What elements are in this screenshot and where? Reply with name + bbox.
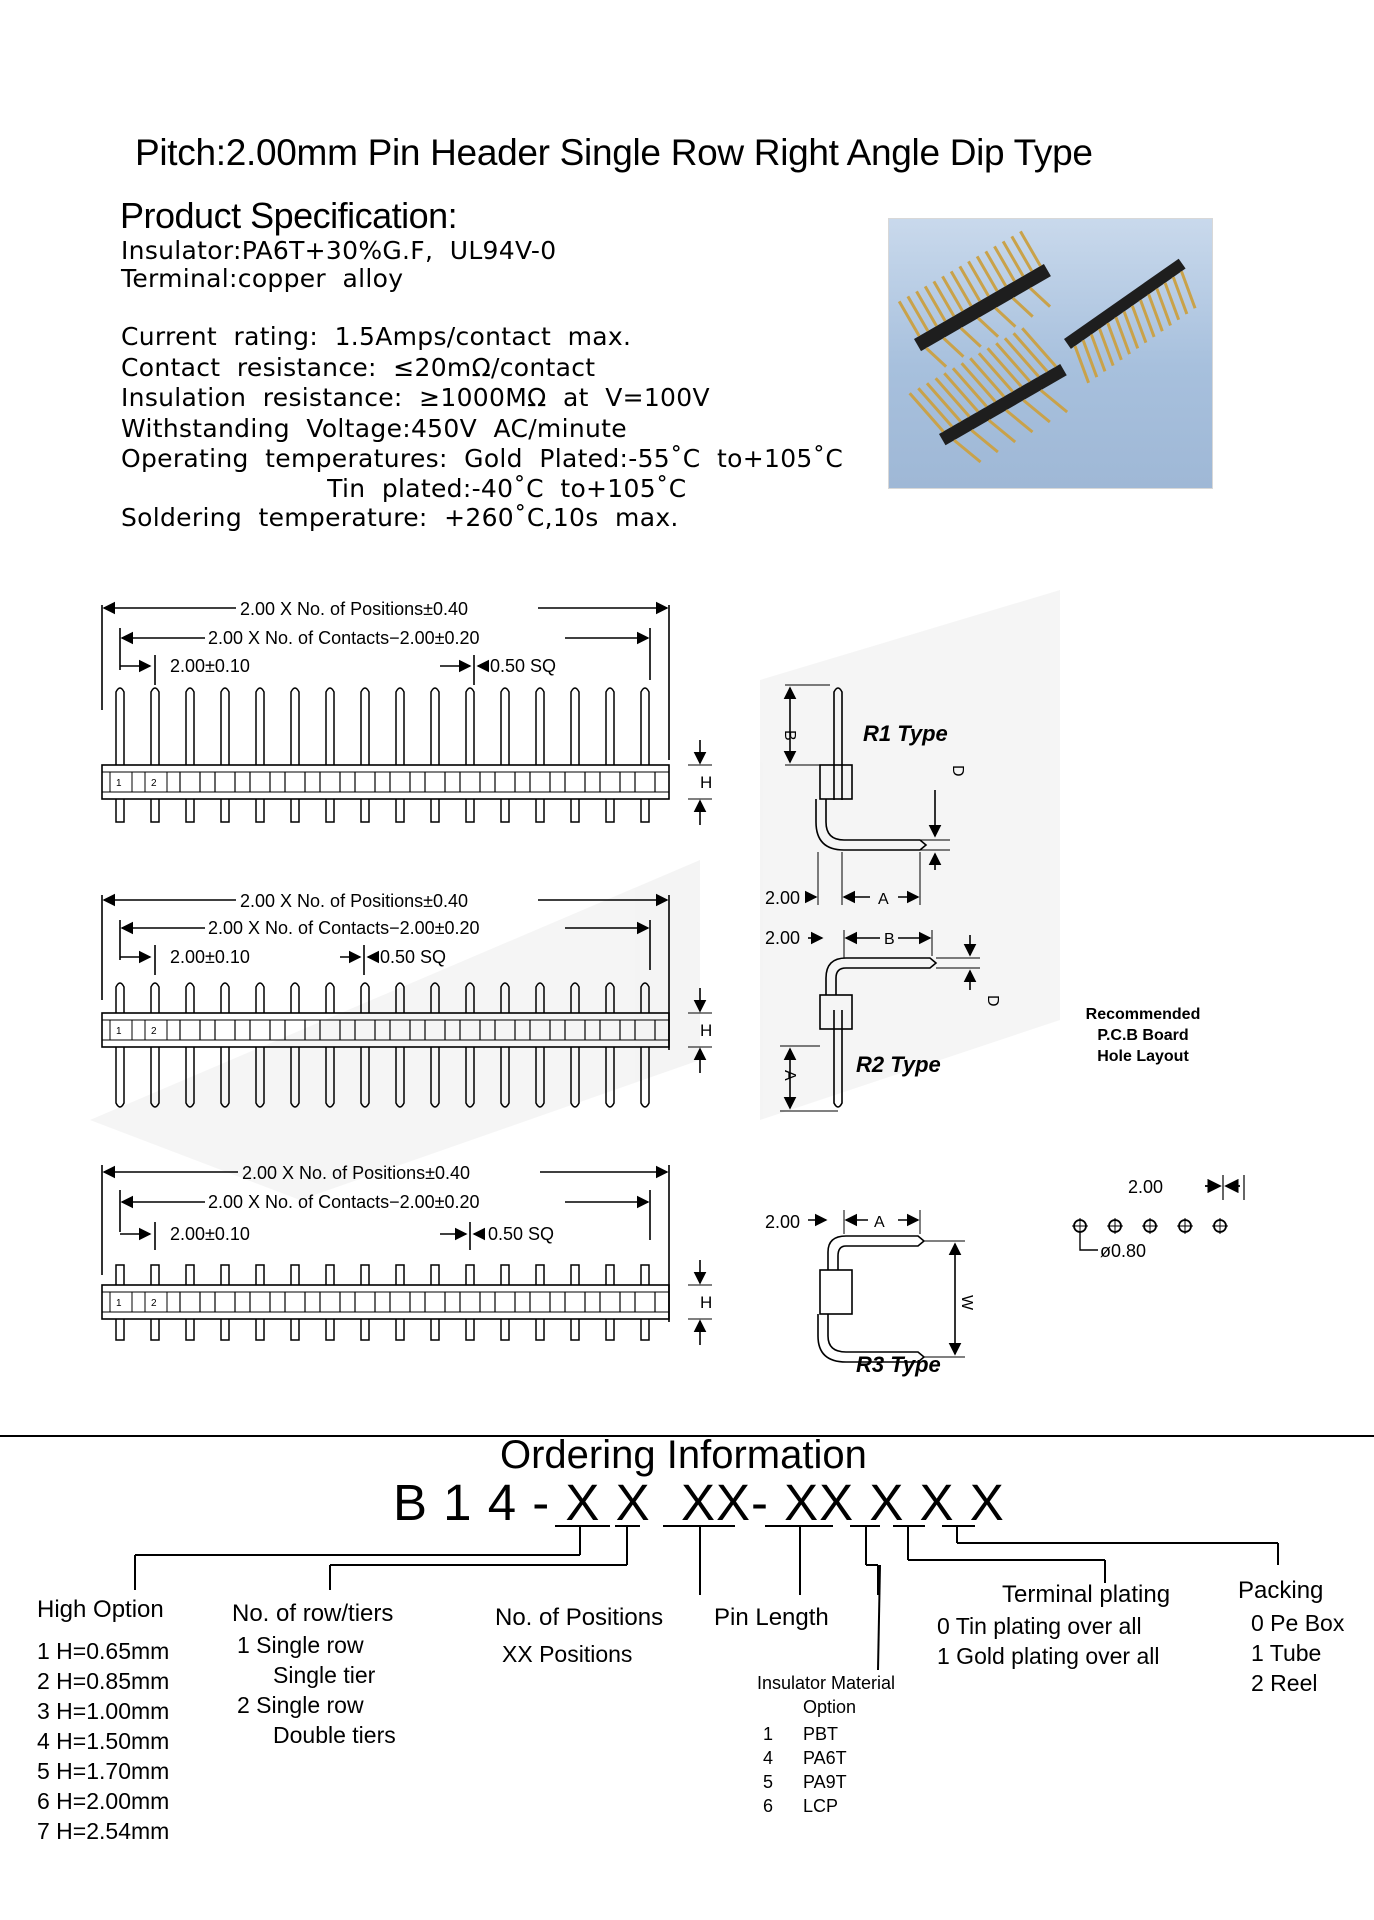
dim-contacts-label-2: 2.00 X No. of Contacts−2.00±0.20	[208, 918, 480, 938]
recommended-line-2: P.C.B Board	[1097, 1027, 1189, 1044]
pin-1-label-3: 1	[116, 1298, 122, 1309]
high-option-1: 1 H=0.65mm	[37, 1638, 170, 1664]
pcb-hole-labels	[1100, 1177, 1163, 1261]
high-option-2: 2 H=0.85mm	[37, 1668, 170, 1694]
dim-pitch-label-3: 2.00±0.10	[170, 1224, 250, 1244]
rows-option-1-tier: Single tier	[273, 1662, 376, 1688]
product-photo-illustration	[889, 219, 1212, 488]
pin-length-label: Pin Length	[714, 1604, 829, 1631]
dim-sq-label-2: 0.50 SQ	[380, 947, 447, 967]
insulator-4-num: 4	[763, 1748, 774, 1768]
dim-positions-label: 2.00 X No. of Positions±0.40	[240, 599, 469, 619]
pin-2-label: 2	[151, 778, 157, 789]
plating-option-1: 1 Gold plating over all	[937, 1643, 1160, 1669]
r2-a-label: A	[781, 1070, 798, 1081]
spec-insulator: Insulator:PA6T+30%G.F, UL94V-0	[121, 236, 557, 265]
dim-positions-label-2: 2.00 X No. of Positions±0.40	[240, 891, 469, 911]
product-photo	[888, 218, 1213, 489]
ordering-code: B 1 4 - X X XX- XX X X X	[393, 1474, 1005, 1531]
dim-sq-label-3: 0.50 SQ	[488, 1224, 555, 1244]
insulator-1-name: PBT	[803, 1724, 839, 1744]
positions-label: No. of Positions	[495, 1604, 664, 1631]
pin-2-label-2: 2	[151, 1026, 157, 1037]
spec-insulation-res: Insulation resistance: ≥1000MΩ at V=100V	[121, 383, 710, 412]
insulator-label-1: Insulator Material	[757, 1673, 896, 1693]
r1-d-label: D	[949, 765, 966, 777]
r3-dim-200: 2.00	[765, 1212, 801, 1232]
insulator-6-name: LCP	[803, 1796, 839, 1816]
ordering-title: Ordering Information	[500, 1433, 867, 1477]
r1-b-label: B	[781, 730, 798, 741]
spec-soldering: Soldering temperature: +260˚C,10s max.	[121, 503, 679, 532]
dim-positions-label-3: 2.00 X No. of Positions±0.40	[242, 1163, 471, 1183]
r3-a-label: A	[874, 1214, 885, 1231]
insulator-5-num: 5	[763, 1772, 774, 1792]
spec-tin-temp: Tin plated:-40˚C to+105˚C	[121, 474, 687, 503]
spec-current: Current rating: 1.5Amps/contact max.	[121, 322, 632, 351]
dim-sq-label: 0.50 SQ	[490, 656, 557, 676]
recommended-label	[1086, 1006, 1201, 1065]
spec-voltage: Withstanding Voltage:450V AC/minute	[121, 414, 627, 443]
h-dim-label: H	[700, 773, 713, 792]
rows-label: No. of row/tiers	[232, 1600, 394, 1627]
plating-option-0: 0 Tin plating over all	[937, 1613, 1142, 1639]
r2-type-label: R2 Type	[856, 1052, 941, 1077]
r3-w-label: W	[958, 1295, 975, 1311]
view-3-labels	[116, 1163, 712, 1312]
view-1-labels	[116, 599, 712, 792]
insulator-6-num: 6	[763, 1796, 774, 1816]
insulator-5-name: PA9T	[803, 1772, 847, 1792]
r2-dim-200: 2.00	[765, 928, 801, 948]
packing-option-1: 1 Tube	[1251, 1640, 1322, 1666]
packing-option-0: 0 Pe Box	[1251, 1610, 1345, 1636]
pin-2-label-3: 2	[151, 1298, 157, 1309]
dim-pitch-label: 2.00±0.10	[170, 656, 250, 676]
spec-terminal: Terminal:copper alloy	[121, 264, 404, 293]
r2-d-label: D	[984, 995, 1001, 1007]
insulator-1-num: 1	[763, 1724, 774, 1744]
spec-heading: Product Specification:	[120, 195, 458, 236]
insulator-label-2: Option	[803, 1697, 857, 1717]
high-option-7: 7 H=2.54mm	[37, 1818, 170, 1844]
h-dim-label-2: H	[700, 1021, 713, 1040]
rows-option-2: 2 Single row	[237, 1692, 364, 1718]
high-option-3: 3 H=1.00mm	[37, 1698, 170, 1724]
packing-option-2: 2 Reel	[1251, 1670, 1318, 1696]
pin-1-label: 1	[116, 778, 122, 789]
technical-drawing	[0, 560, 1374, 1390]
pcb-pitch-label: 2.00	[1128, 1177, 1164, 1197]
pin-1-label-2: 1	[116, 1026, 122, 1037]
positions-value: XX Positions	[502, 1641, 633, 1667]
r1-type-label: R1 Type	[863, 721, 948, 746]
h-dim-label-3: H	[700, 1293, 713, 1312]
dim-contacts-label: 2.00 X No. of Contacts−2.00±0.20	[208, 628, 480, 648]
recommended-line-3: Hole Layout	[1097, 1048, 1189, 1065]
watermark	[90, 590, 1060, 1200]
pcb-hole-dia-label: ø0.80	[1100, 1241, 1147, 1261]
rows-option-2-tier: Double tiers	[273, 1722, 396, 1748]
high-option-label: High Option	[37, 1596, 164, 1623]
r2-b-label: B	[884, 931, 895, 948]
spec-operating-temp: Operating temperatures: Gold Plated:-55˚C to+105˚C	[121, 444, 844, 473]
dim-pitch-label-2: 2.00±0.10	[170, 947, 250, 967]
r3-side-view	[808, 1210, 965, 1362]
r3-type-label: R3 Type	[856, 1352, 941, 1377]
r1-dim-200: 2.00	[765, 888, 801, 908]
dim-contacts-label-3: 2.00 X No. of Contacts−2.00±0.20	[208, 1192, 480, 1212]
page-title: Pitch:2.00mm Pin Header Single Row Right Angle Dip Type	[135, 132, 1093, 173]
high-option-6: 6 H=2.00mm	[37, 1788, 170, 1814]
plating-label: Terminal plating	[1002, 1581, 1171, 1608]
high-option-5: 5 H=1.70mm	[37, 1758, 170, 1784]
insulator-4-name: PA6T	[803, 1748, 847, 1768]
rows-option-1: 1 Single row	[237, 1632, 364, 1658]
spec-contact-res: Contact resistance: ≤20mΩ/contact	[121, 353, 596, 382]
packing-label: Packing	[1238, 1577, 1324, 1604]
r1-a-label: A	[878, 891, 889, 908]
recommended-line-1: Recommended	[1085, 1006, 1201, 1023]
high-option-4: 4 H=1.50mm	[37, 1728, 170, 1754]
